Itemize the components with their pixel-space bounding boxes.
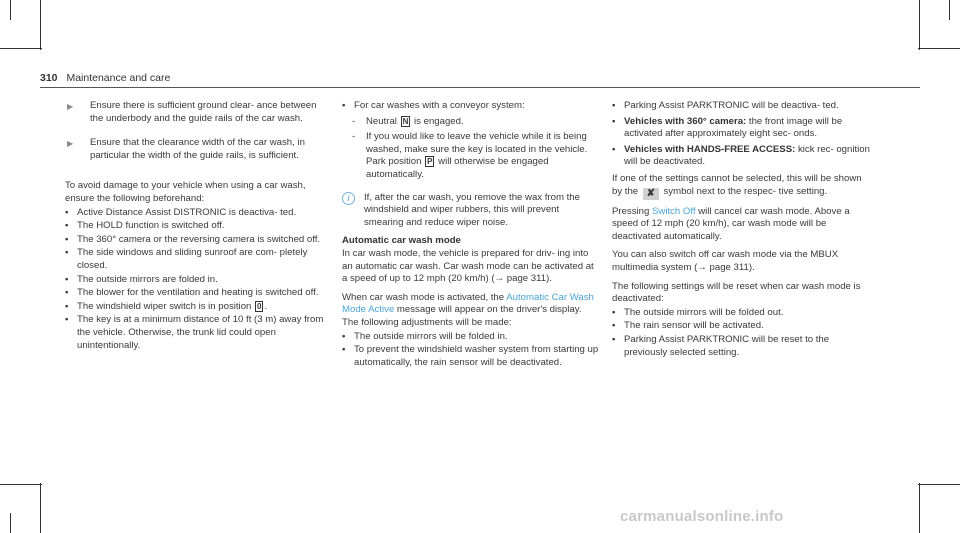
step-arrow-icon: ▶ xyxy=(67,102,74,111)
section-heading: Automatic car wash mode xyxy=(342,235,461,247)
sub-list-item-text: If you would like to leave the vehicle while it is being washed, make sure the key is located in the vehicle. Park position xyxy=(366,131,588,168)
crop-mark xyxy=(40,483,41,533)
step-text: Ensure that the clearance width of the car wash, in particular the width of the guide rails, is sufficient. xyxy=(90,137,305,161)
bullet-icon: • xyxy=(342,344,346,356)
page-number: 310 xyxy=(40,72,58,84)
list-item-text: The 360° camera or the reversing camera is switched off. xyxy=(77,233,321,245)
bullet-icon: • xyxy=(65,206,69,218)
paragraph: The following settings will be reset when car wash mode is deactivated: xyxy=(612,280,861,305)
list-item-text: The blower for the ventilation and heating is switched off. xyxy=(77,287,319,299)
paragraph-text: will cancel car wash mode. Above a speed of 12 mph (20 km/h), car wash mode will be deactivated automatically. xyxy=(612,205,850,242)
list-item-text: To prevent the windshield washer system from starting up automatically, the rain sensor will be deactivated. xyxy=(354,344,599,368)
intro-paragraph: To avoid damage to your vehicle when using a car wash, ensure the following beforehand: xyxy=(65,180,306,204)
watermark: carmanualsonline.info xyxy=(620,508,784,525)
list-item-text: Parking Assist PARKTRONIC will be reset to the previously selected setting. xyxy=(624,333,830,358)
neutral-key-icon: N xyxy=(402,116,409,126)
crop-mark xyxy=(0,484,42,485)
list-item xyxy=(65,301,330,314)
header-divider xyxy=(40,87,920,88)
bullet-icon: • xyxy=(65,300,69,312)
list-item-text: The rain sensor will be activated. xyxy=(624,320,764,332)
crop-mark xyxy=(919,0,920,50)
bullet-icon: • xyxy=(612,306,616,318)
dash-icon: - xyxy=(352,131,356,143)
bullet-icon: • xyxy=(65,220,69,232)
list-item-text: kick rec- ognition will be deactivated. xyxy=(624,143,870,168)
sub-list-item-text: Neutral xyxy=(366,115,400,127)
bullet-icon: • xyxy=(342,330,346,342)
list-item-text: The windshield wiper switch is in position xyxy=(77,300,255,312)
list-item-text: The outside mirrors are folded in. xyxy=(77,273,218,285)
paragraph: You can also switch off car wash mode via the MBUX multimedia system (→ page 311). xyxy=(612,249,839,273)
section-title: Maintenance and care xyxy=(66,72,171,84)
list-item-text: . xyxy=(264,300,268,312)
bullet-icon: • xyxy=(65,287,69,299)
list-item xyxy=(342,331,600,344)
list-item xyxy=(612,144,874,169)
paragraph-text: message will appear on the driver's display. The following adjustments will be made: xyxy=(342,304,582,328)
sub-list-item xyxy=(342,131,600,181)
list-item-text: The HOLD function is switched off. xyxy=(77,220,225,232)
bullet-icon: • xyxy=(612,320,616,332)
note-text: If, after the car wash, you remove the wax from the windshield and wiper rubbers, this will prevent smearing and reduce wiper noise. xyxy=(364,191,580,228)
list-item-text: Active Distance Assist DISTRONIC is deactiva- ted. xyxy=(77,206,297,218)
crop-mark xyxy=(0,48,42,49)
bullet-icon: • xyxy=(65,233,69,245)
sub-list-item xyxy=(342,116,600,129)
info-note xyxy=(342,192,600,230)
column-2 xyxy=(342,100,600,370)
list-item xyxy=(342,100,600,113)
paragraph-text: Pressing xyxy=(612,205,652,217)
crop-mark xyxy=(949,0,950,20)
paragraph xyxy=(612,206,874,244)
step-arrow-icon: ▶ xyxy=(67,139,74,149)
display-message: Automatic Car Wash Mode Active xyxy=(342,291,594,316)
list-item xyxy=(65,220,330,233)
list-item xyxy=(65,314,330,352)
crop-mark xyxy=(918,484,960,485)
crop-mark xyxy=(919,483,920,533)
instruction-step xyxy=(65,137,330,162)
paragraph-text: symbol next to the respec- tive setting. xyxy=(660,185,828,197)
list-item xyxy=(612,334,874,359)
list-item-text: The outside mirrors will be folded in. xyxy=(354,330,508,342)
bullet-icon: • xyxy=(612,143,616,155)
list-item-text: The key is at a minimum distance of 10 ft (3 m) away from the vehicle. Otherwise, the trunk lid could open unintentionally. xyxy=(77,314,324,351)
list-item-label: Vehicles with 360° camera: xyxy=(624,115,747,127)
list-item xyxy=(612,320,874,333)
bullet-icon: • xyxy=(65,247,69,259)
column-3 xyxy=(612,100,874,360)
park-key-icon: P xyxy=(427,157,433,167)
list-item xyxy=(65,234,330,247)
wiper-position-key-icon: 0 xyxy=(257,301,262,311)
column-1 xyxy=(65,100,330,353)
info-icon: i xyxy=(342,192,355,205)
list-item xyxy=(65,207,330,220)
list-item xyxy=(612,307,874,320)
bullet-icon: • xyxy=(612,115,616,127)
crop-mark xyxy=(40,0,41,50)
list-item xyxy=(612,100,874,113)
paragraph: In car wash mode, the vehicle is prepared for driv- ing into an automatic car wash. Car wash mode can be activated at a speed of up to 12 mph (20 km/h) (→ page 311). xyxy=(342,247,594,285)
page-header xyxy=(40,72,170,84)
paragraph-text: If one of the settings cannot be selected, this will be shown by the xyxy=(612,172,862,197)
bullet-icon: • xyxy=(612,100,616,111)
list-item-text: Parking Assist PARKTRONIC will be deactiva- ted. xyxy=(624,100,839,111)
list-item xyxy=(342,344,600,369)
paragraph xyxy=(342,292,600,330)
list-item-text: For car washes with a conveyor system: xyxy=(354,100,525,111)
list-item xyxy=(612,116,874,141)
list-item xyxy=(65,274,330,287)
unavailable-icon: ✘ xyxy=(643,188,659,200)
paragraph xyxy=(612,173,874,200)
bullet-icon: • xyxy=(65,314,69,326)
instruction-step xyxy=(65,100,330,125)
sub-list-item-text: will otherwise be engaged automatically. xyxy=(366,156,549,180)
bullet-icon: • xyxy=(65,273,69,285)
sub-list-item-text: is engaged. xyxy=(411,115,464,127)
list-item-text: the front image will be activated after approximately eight sec- onds. xyxy=(624,115,843,140)
dash-icon: - xyxy=(352,115,356,127)
bullet-icon: • xyxy=(342,100,346,111)
list-item-label: Vehicles with HANDS-FREE ACCESS: xyxy=(624,143,796,155)
list-item xyxy=(65,287,330,300)
crop-mark xyxy=(918,48,960,49)
list-item xyxy=(65,247,330,272)
crop-mark xyxy=(10,0,11,20)
step-text: Ensure there is sufficient ground clear- ance between the underbody and the guide rails of the car wash. xyxy=(90,100,317,124)
crop-mark xyxy=(10,513,11,533)
switch-off-label: Switch Off xyxy=(652,205,696,217)
list-item-text: The outside mirrors will be folded out. xyxy=(624,306,784,318)
bullet-icon: • xyxy=(612,333,616,345)
list-item-text: The side windows and sliding sunroof are com- pletely closed. xyxy=(77,247,308,271)
paragraph-text: When car wash mode is activated, the xyxy=(342,291,507,303)
